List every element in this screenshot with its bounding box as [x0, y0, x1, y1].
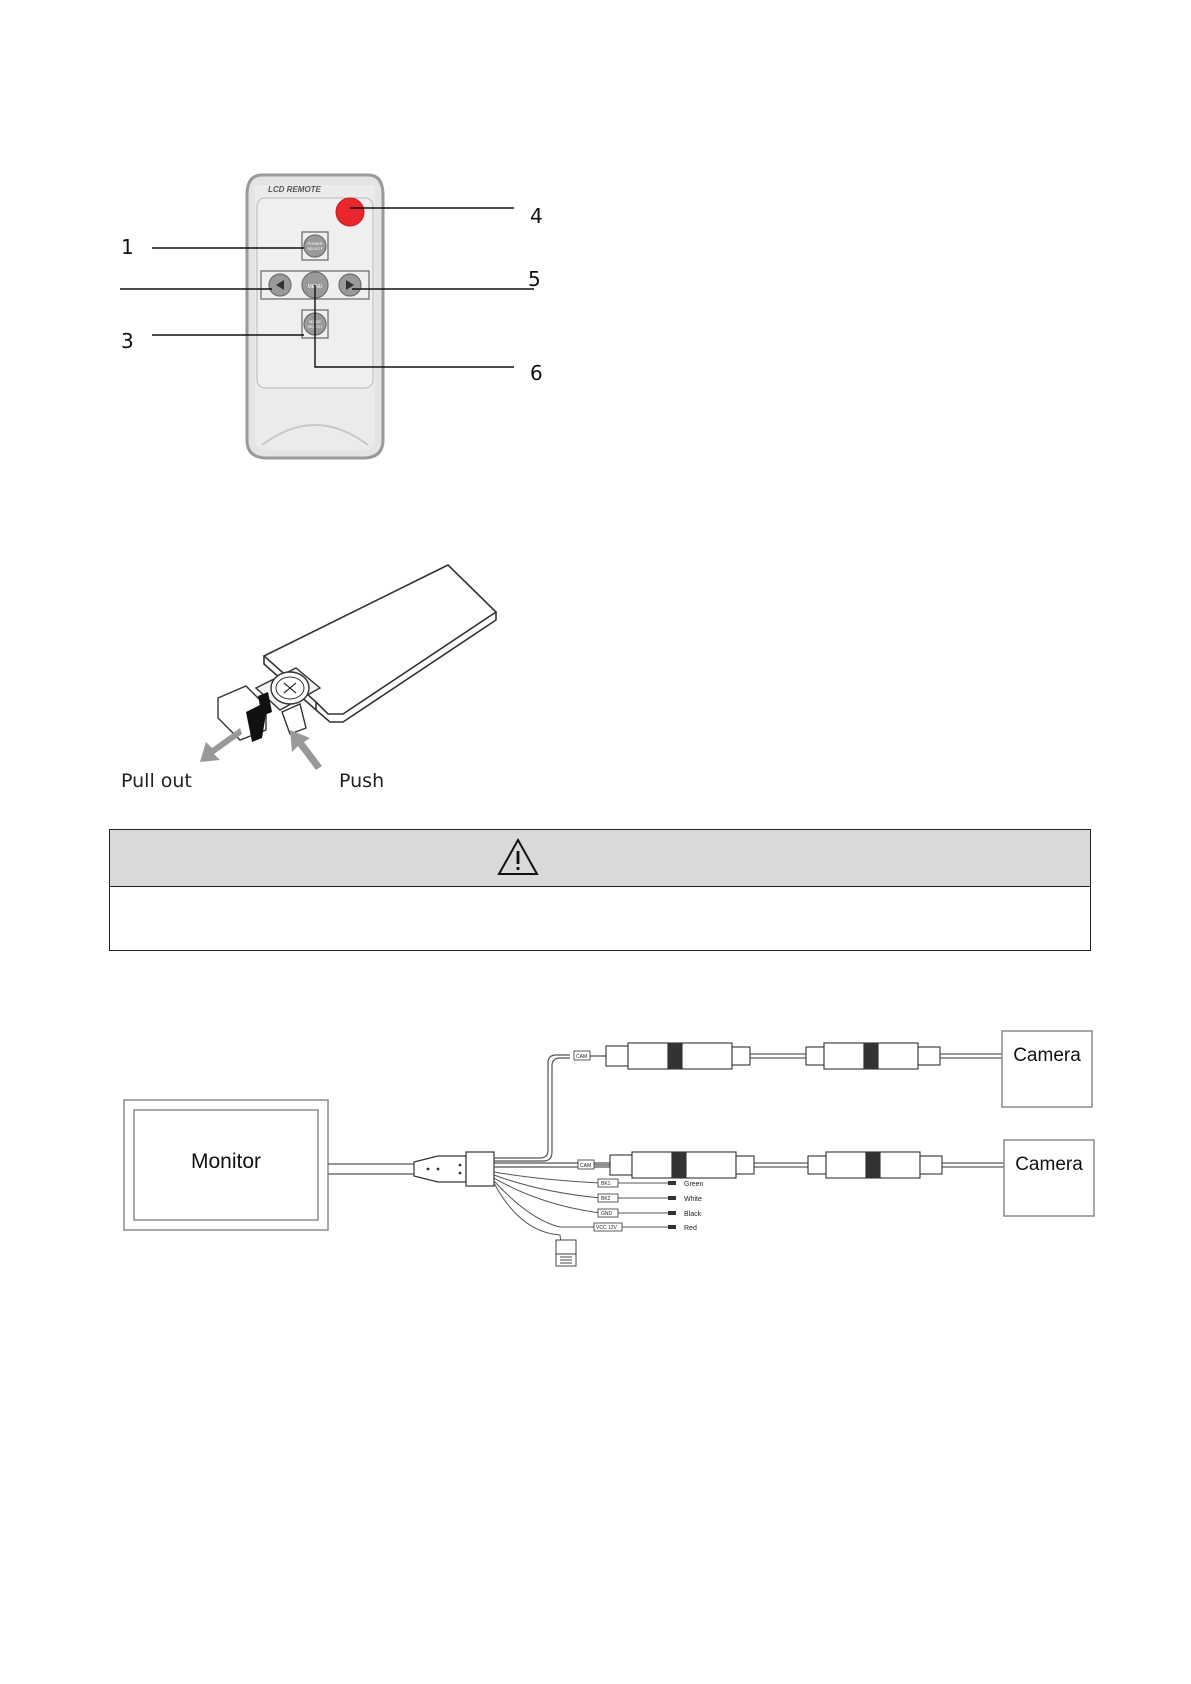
power-select-button[interactable] — [304, 235, 326, 257]
svg-text:MENU: MENU — [307, 284, 323, 290]
svg-text:VCC 12V: VCC 12V — [596, 1225, 617, 1231]
wire-label-green: Green — [684, 1181, 704, 1188]
svg-text:CAM: CAM — [576, 1054, 588, 1060]
svg-text:MODE: MODE — [309, 319, 321, 324]
pull-out-caption: Pull out — [121, 770, 192, 792]
camera-box-lower — [1004, 1140, 1094, 1216]
svg-text:SELECT: SELECT — [307, 246, 323, 251]
right-arrow-button[interactable] — [339, 274, 361, 296]
warning-header — [110, 830, 1090, 887]
camera-label-upper: Camera — [1013, 1045, 1081, 1066]
svg-text:CAM: CAM — [580, 1163, 592, 1169]
svg-text:GND: GND — [601, 1211, 613, 1217]
remote-brand-label: LCD REMOTE — [268, 185, 321, 194]
callout-5: 5 — [528, 267, 541, 291]
warning-box — [109, 829, 1091, 951]
pull-out-arrow — [200, 728, 242, 762]
svg-text:BK2: BK2 — [601, 1196, 611, 1202]
splitter-connector — [414, 1152, 494, 1186]
svg-text:POWER: POWER — [307, 241, 323, 246]
cam-tag-upper — [574, 1051, 590, 1060]
battery-replacement-figure — [0, 540, 600, 770]
wire-label-white: White — [684, 1196, 702, 1203]
warning-triangle-icon — [496, 837, 540, 877]
svg-text:SELECT: SELECT — [307, 324, 323, 329]
push-arrow — [290, 730, 322, 770]
remote-control-figure — [0, 0, 1191, 480]
svg-text:BK1: BK1 — [601, 1181, 611, 1187]
callout-3: 3 — [121, 329, 134, 353]
callout-1: 1 — [121, 235, 134, 259]
wiring-diagram — [0, 1000, 1191, 1280]
connector-chain-upper — [590, 1043, 1002, 1069]
connector-chain-lower — [594, 1152, 1004, 1178]
wire-fanout — [494, 1172, 670, 1250]
callout-4: 4 — [530, 204, 543, 228]
wire-label-red: Red — [684, 1225, 697, 1232]
camera-label-lower: Camera — [1015, 1154, 1083, 1175]
callout-6: 6 — [530, 361, 543, 385]
push-caption: Push — [339, 770, 385, 792]
left-arrow-button[interactable] — [269, 274, 291, 296]
monitor-label: Monitor — [190, 1150, 262, 1173]
cam-tag-lower — [578, 1160, 594, 1169]
camera-box-upper — [1002, 1031, 1092, 1107]
small-connector — [556, 1240, 576, 1266]
power-button[interactable] — [336, 198, 364, 226]
wire-label-black: Black — [684, 1211, 702, 1218]
